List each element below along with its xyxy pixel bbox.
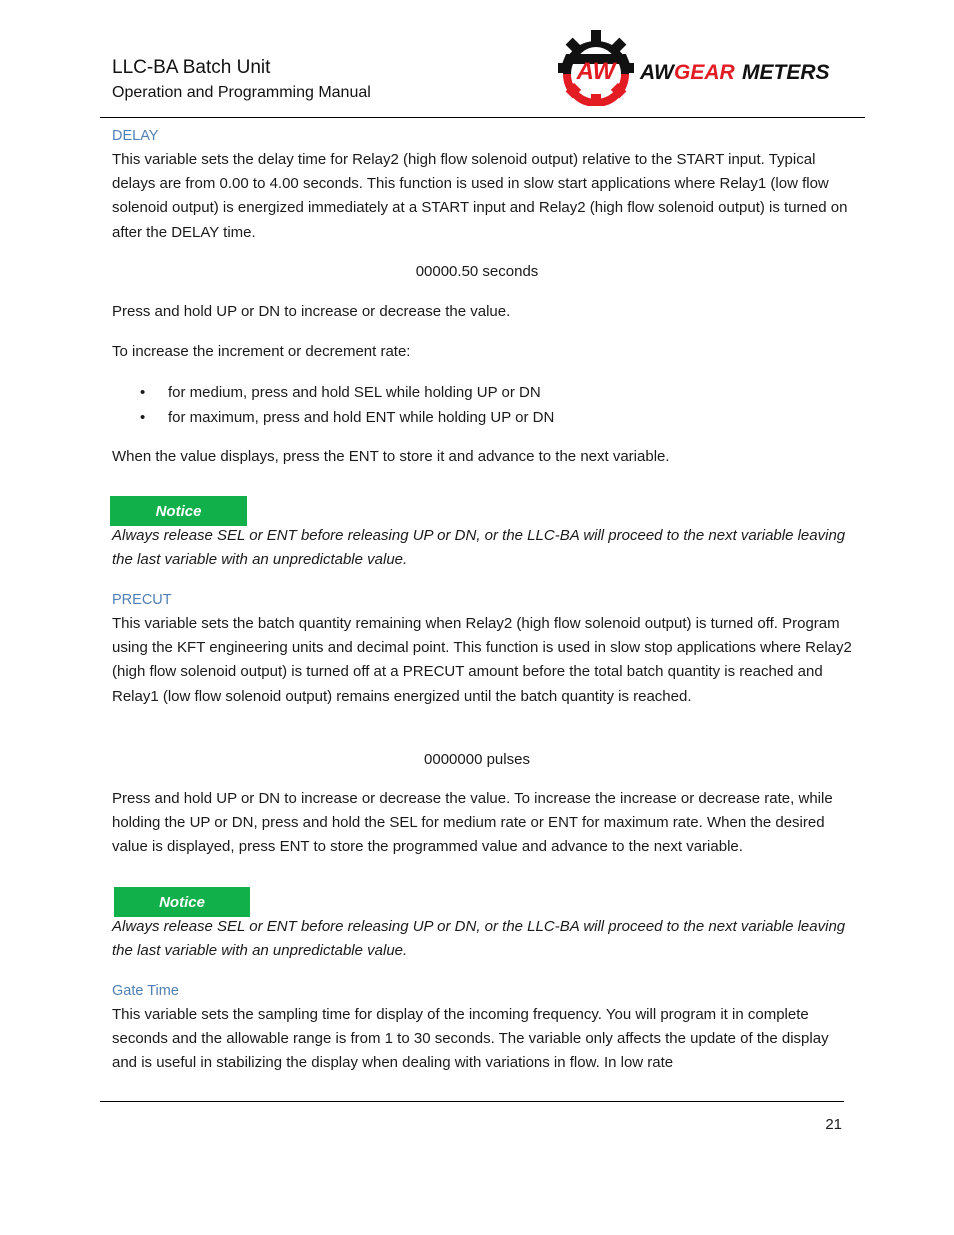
logo-monogram: AW xyxy=(576,58,616,85)
logo-word-aw: AW xyxy=(640,61,674,84)
notice-text: Always release SEL or ENT before releasing UP or DN, or the LLC-BA will proceed to the next variable leaving the last variable with an unpredictable value. xyxy=(112,918,846,960)
list-item: • for medium, press and hold SEL while holding UP or DN xyxy=(112,380,852,405)
delay-description: This variable sets the delay time for Relay2 (high flow solenoid output) relative to the START input. Typical delays are from 0.00 to 4.00 seconds. This function is used in slow start applications where Relay1 (low flow solenoid output) is energized immediately at a START input and Relay2 (high flow solenoid output) is turned on after the DELAY time. xyxy=(112,151,848,241)
list-item: • for maximum, press and hold ENT while holding UP or DN xyxy=(112,405,852,430)
precut-display-value: 0000000 pulses xyxy=(424,751,530,768)
document-title: LLC-BA Batch Unit xyxy=(112,57,271,78)
delay-store-instruction: When the value displays, press the ENT to store it and advance to the next variable. xyxy=(112,448,670,465)
gate-time-description: This variable sets the sampling time for display of the incoming frequency. You will program it in complete seconds and the allowable range is from 1 to 30 seconds. The variable only affects the update of the display and is useful in stabilizing the display when dealing with variations in flow. In low rate xyxy=(112,1006,829,1072)
precut-description: This variable sets the batch quantity remaining when Relay2 (high flow solenoid output) is turned off. Program using the KFT engineering units and decimal point. This function is used in slow stop applications where Relay2 (high flow solenoid output) is turned off at a PRECUT amount before the total batch quantity is reached and Relay1 (low flow solenoid output) remains energized until the batch quantity is reached. xyxy=(112,615,852,705)
notice-badge: Notice xyxy=(110,496,247,526)
company-logo xyxy=(555,30,845,106)
section-heading-precut: PRECUT xyxy=(112,592,172,608)
section-heading-delay: DELAY xyxy=(112,128,159,144)
section-heading-gate-time: Gate Time xyxy=(112,983,179,999)
footer-divider xyxy=(100,1101,844,1102)
delay-rate-list xyxy=(112,380,852,430)
page-number: 21 xyxy=(825,1116,842,1133)
delay-rate-intro: To increase the increment or decrement rate: xyxy=(112,343,411,360)
header-divider xyxy=(100,117,865,118)
precut-instructions: Press and hold UP or DN to increase or decrease the value. To increase the increase or decrease rate, while holding the UP or DN, press and hold the SEL for medium rate or ENT for maximum rate. When the desired value is displayed, press ENT to store the programmed value and advance to the next variable. xyxy=(112,790,833,856)
delay-display-value: 00000.50 seconds xyxy=(415,263,539,280)
document-subtitle: Operation and Programming Manual xyxy=(112,84,371,101)
logo-word-gear: GEAR xyxy=(674,61,735,84)
logo-word-meters: METERS xyxy=(742,61,830,84)
notice-text: Always release SEL or ENT before releasing UP or DN, or the LLC-BA will proceed to the next variable leaving the last variable with an unpredictable value. xyxy=(112,527,846,569)
notice-badge: Notice xyxy=(114,887,250,917)
delay-press-hold: Press and hold UP or DN to increase or decrease the value. xyxy=(112,303,511,320)
gear-logo-icon xyxy=(555,30,845,106)
